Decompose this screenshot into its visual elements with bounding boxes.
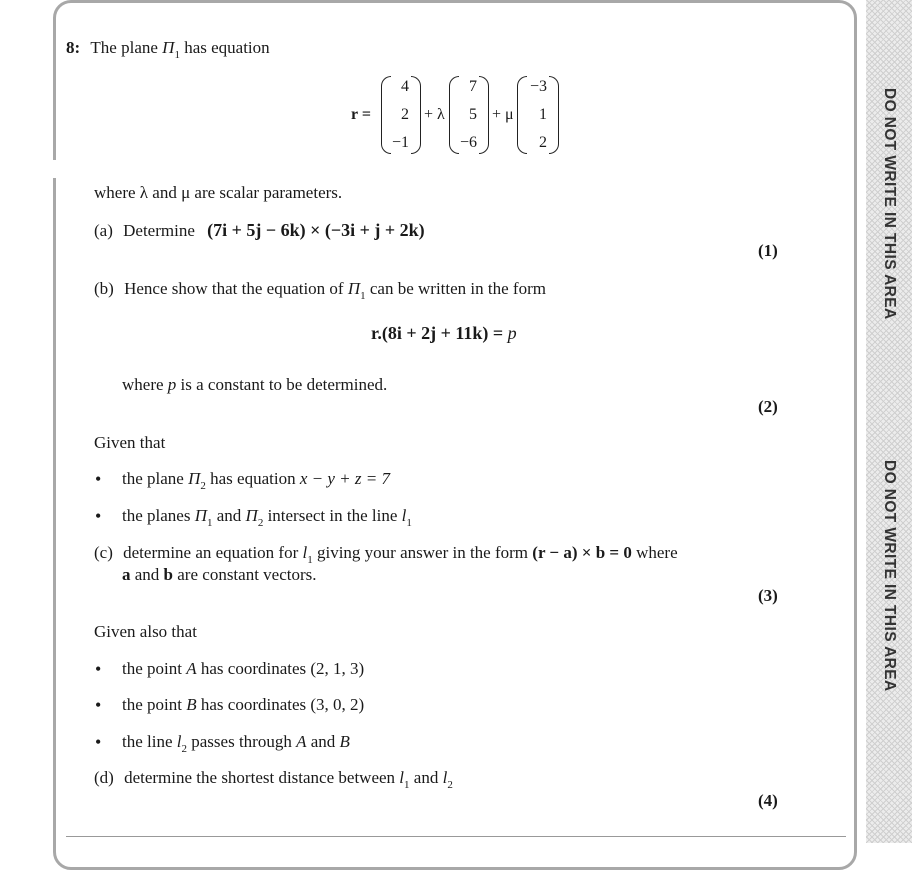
part-a-expression: (7i + 5j − 6k) × (−3i + j + 2k): [207, 220, 425, 240]
given-heading: Given that: [94, 433, 166, 452]
part-a-label: (a): [94, 221, 113, 240]
part-d-marks: (4): [758, 791, 778, 810]
vector-2-y: 5: [469, 106, 477, 123]
plane-equation: r.(8i + 2j + 11k) = p: [371, 323, 517, 343]
vector-1-x: 4: [401, 78, 409, 95]
bullet-marker: •: [95, 659, 102, 679]
part-b-marks: (2): [758, 397, 778, 416]
plus-lambda: + λ: [424, 106, 445, 123]
given-bullet-2: the planes $\Pi_1$ and $\Pi_2$ intersect in the line $l_1$: [122, 506, 412, 529]
given-also-bullet-1: the point A has coordinates (2, 1, 3): [122, 659, 365, 678]
part-b-label: (b): [94, 279, 114, 298]
bullet-marker: •: [95, 506, 102, 526]
r-equals: r =: [351, 106, 371, 123]
given-also-bullet-3: the line $l_2$ passes through A and B: [122, 732, 350, 755]
part-c-label: (c): [94, 543, 113, 562]
vector-1-y: 2: [401, 106, 409, 123]
vector-2: [449, 76, 489, 156]
bullet-marker: •: [95, 469, 102, 489]
given-also-heading: Given also that: [94, 622, 197, 641]
line-equation-form: (r − a) × b = 0: [532, 543, 632, 562]
vector-3: [517, 76, 559, 156]
given-bullet-1: the plane $\Pi_2$ has equation x − y + z = 7: [122, 469, 390, 492]
part-b: (b) Hence show that the equation of $\Pi_1$ can be written in the form: [94, 279, 546, 302]
parameters-line: where λ and μ are scalar parameters.: [94, 183, 343, 202]
vector-3-z: 2: [539, 134, 547, 151]
part-d: (d) determine the shortest distance between $l_1$ and $l_2$: [94, 768, 453, 791]
vector-3-x: −3: [529, 78, 547, 95]
part-a: (a) Determine (7i + 5j − 6k) × (−3i + j + 2k): [94, 220, 425, 240]
vector-1: [381, 76, 421, 156]
vector-3-y: 1: [539, 106, 547, 123]
question-intro: 8: The plane $\Pi_1$ has equation: [66, 38, 270, 61]
part-c-line2: a and b are constant vectors.: [122, 565, 317, 584]
plus-mu: + μ: [492, 106, 514, 123]
bullet-marker: •: [95, 732, 102, 752]
part-c-marks: (3): [758, 586, 778, 605]
part-a-marks: (1): [758, 241, 778, 260]
part-b-where: where p is a constant to be determined.: [122, 375, 388, 394]
vector-2-z: −6: [459, 134, 477, 151]
do-not-write-label-bottom: DO NOT WRITE IN THIS AREA: [881, 460, 898, 692]
bullet-marker: •: [95, 695, 102, 715]
given-also-bullet-2: the point B has coordinates (3, 0, 2): [122, 695, 365, 714]
answer-line: [66, 836, 846, 837]
part-d-label: (d): [94, 768, 114, 787]
frame-gap: [50, 160, 59, 178]
do-not-write-label-top: DO NOT WRITE IN THIS AREA: [881, 88, 898, 320]
question-number: 8:: [66, 38, 81, 57]
vector-2-x: 7: [469, 78, 477, 95]
part-c: (c) determine an equation for $l_1$ giving your answer in the form (r − a) × b = 0 where: [94, 543, 678, 566]
vector-1-z: −1: [391, 134, 409, 151]
